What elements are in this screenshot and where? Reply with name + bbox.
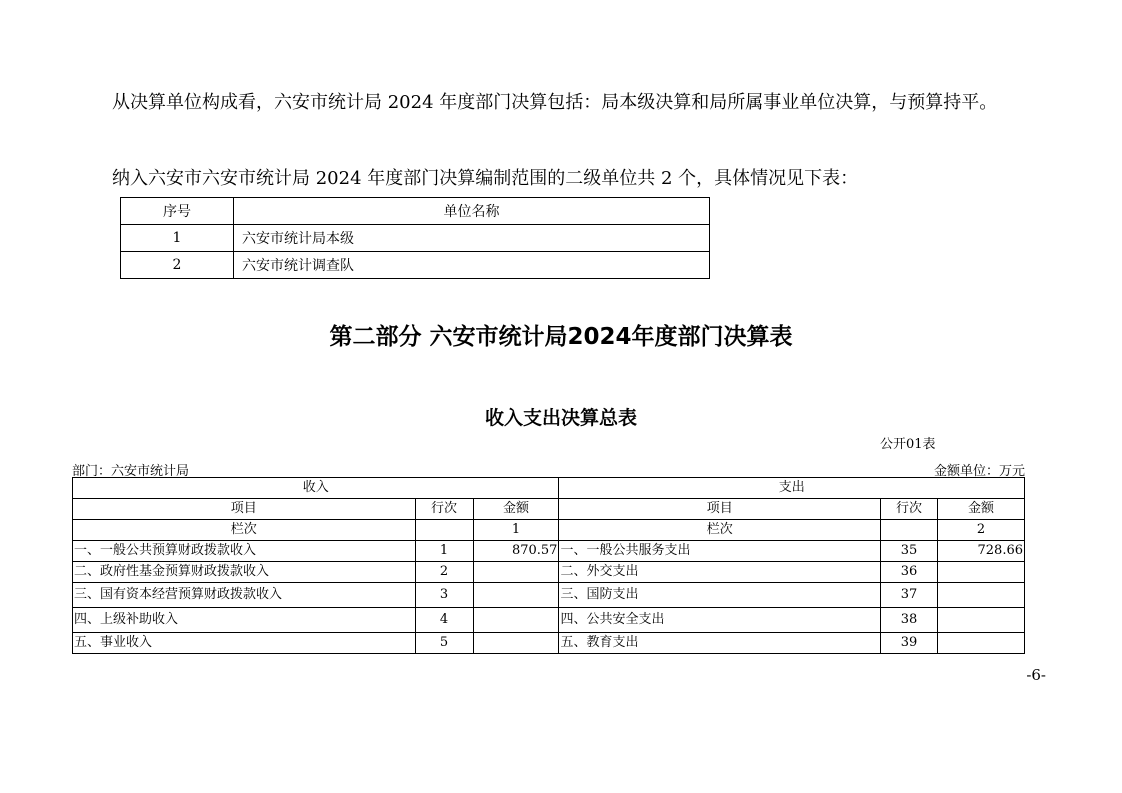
expense-header: 支出 bbox=[559, 478, 1025, 499]
expense-amount bbox=[938, 583, 1025, 608]
income-line-header: 行次 bbox=[415, 499, 473, 520]
income-expense-summary-table bbox=[72, 477, 1025, 654]
income-amount-header: 金额 bbox=[473, 499, 559, 520]
expense-amount-header: 金额 bbox=[938, 499, 1025, 520]
expense-line: 38 bbox=[881, 608, 938, 633]
empty-cell bbox=[415, 520, 473, 541]
amount-unit-label: 金额单位：万元 bbox=[933, 464, 1025, 479]
summary-index-row bbox=[73, 520, 1025, 541]
expense-index-label: 栏次 bbox=[559, 520, 881, 541]
income-index-label: 栏次 bbox=[73, 520, 416, 541]
income-item: 五、事业收入 bbox=[73, 633, 416, 654]
table-row bbox=[73, 608, 1025, 633]
units-table bbox=[120, 197, 710, 279]
income-line: 4 bbox=[415, 608, 473, 633]
income-item: 二、政府性基金预算财政拨款收入 bbox=[73, 562, 416, 583]
expense-line: 39 bbox=[881, 633, 938, 654]
row-unit-name: 六安市统计调查队 bbox=[234, 252, 710, 279]
income-header: 收入 bbox=[73, 478, 559, 499]
table-row bbox=[121, 252, 710, 279]
expense-col-index: 2 bbox=[938, 520, 1025, 541]
expense-item: 三、国防支出 bbox=[559, 583, 881, 608]
empty-cell bbox=[881, 520, 938, 541]
expense-item: 一、一般公共服务支出 bbox=[559, 541, 881, 562]
income-amount bbox=[473, 608, 559, 633]
table-row bbox=[73, 583, 1025, 608]
table-code: 公开01表 bbox=[880, 437, 936, 452]
table-title: 收入支出决算总表 bbox=[484, 407, 637, 429]
department-label: 部门：六安市统计局 bbox=[72, 464, 190, 479]
table-row bbox=[73, 541, 1025, 562]
expense-item-header: 项目 bbox=[559, 499, 881, 520]
summary-column-header bbox=[73, 499, 1025, 520]
income-amount bbox=[473, 633, 559, 654]
income-amount: 870.57 bbox=[473, 541, 559, 562]
income-amount bbox=[473, 562, 559, 583]
summary-group-header bbox=[73, 478, 1025, 499]
row-unit-name: 六安市统计局本级 bbox=[234, 225, 710, 252]
expense-amount bbox=[938, 562, 1025, 583]
income-line: 5 bbox=[415, 633, 473, 654]
units-table-header bbox=[121, 198, 710, 225]
expense-line-header: 行次 bbox=[881, 499, 938, 520]
page-number: -6- bbox=[1026, 666, 1046, 684]
income-col-index: 1 bbox=[473, 520, 559, 541]
header-unit-name: 单位名称 bbox=[234, 198, 710, 225]
expense-amount bbox=[938, 633, 1025, 654]
expense-line: 35 bbox=[881, 541, 938, 562]
income-item: 三、国有资本经营预算财政拨款收入 bbox=[73, 583, 416, 608]
table-row bbox=[73, 562, 1025, 583]
income-line: 3 bbox=[415, 583, 473, 608]
row-no: 1 bbox=[121, 225, 234, 252]
table-row bbox=[121, 225, 710, 252]
table-row bbox=[73, 633, 1025, 654]
expense-item: 四、公共安全支出 bbox=[559, 608, 881, 633]
income-item-header: 项目 bbox=[73, 499, 416, 520]
expense-amount bbox=[938, 608, 1025, 633]
income-item: 一、一般公共预算财政拨款收入 bbox=[73, 541, 416, 562]
income-line: 1 bbox=[415, 541, 473, 562]
expense-item: 五、教育支出 bbox=[559, 633, 881, 654]
income-item: 四、上级补助收入 bbox=[73, 608, 416, 633]
expense-amount: 728.66 bbox=[938, 541, 1025, 562]
row-no: 2 bbox=[121, 252, 234, 279]
income-line: 2 bbox=[415, 562, 473, 583]
intro-paragraph-2: 纳入六安市六安市统计局 2024 年度部门决算编制范围的二级单位共 2 个，具体情况见下表： bbox=[112, 168, 859, 189]
header-no: 序号 bbox=[121, 198, 234, 225]
expense-item: 二、外交支出 bbox=[559, 562, 881, 583]
expense-line: 37 bbox=[881, 583, 938, 608]
intro-paragraph-1: 从决算单位构成看，六安市统计局 2024 年度部门决算包括：局本级决算和局所属事业单位决算，与预算持平。 bbox=[112, 92, 998, 113]
expense-line: 36 bbox=[881, 562, 938, 583]
section-title: 第二部分 六安市统计局2024年度部门决算表 bbox=[329, 324, 793, 350]
income-amount bbox=[473, 583, 559, 608]
